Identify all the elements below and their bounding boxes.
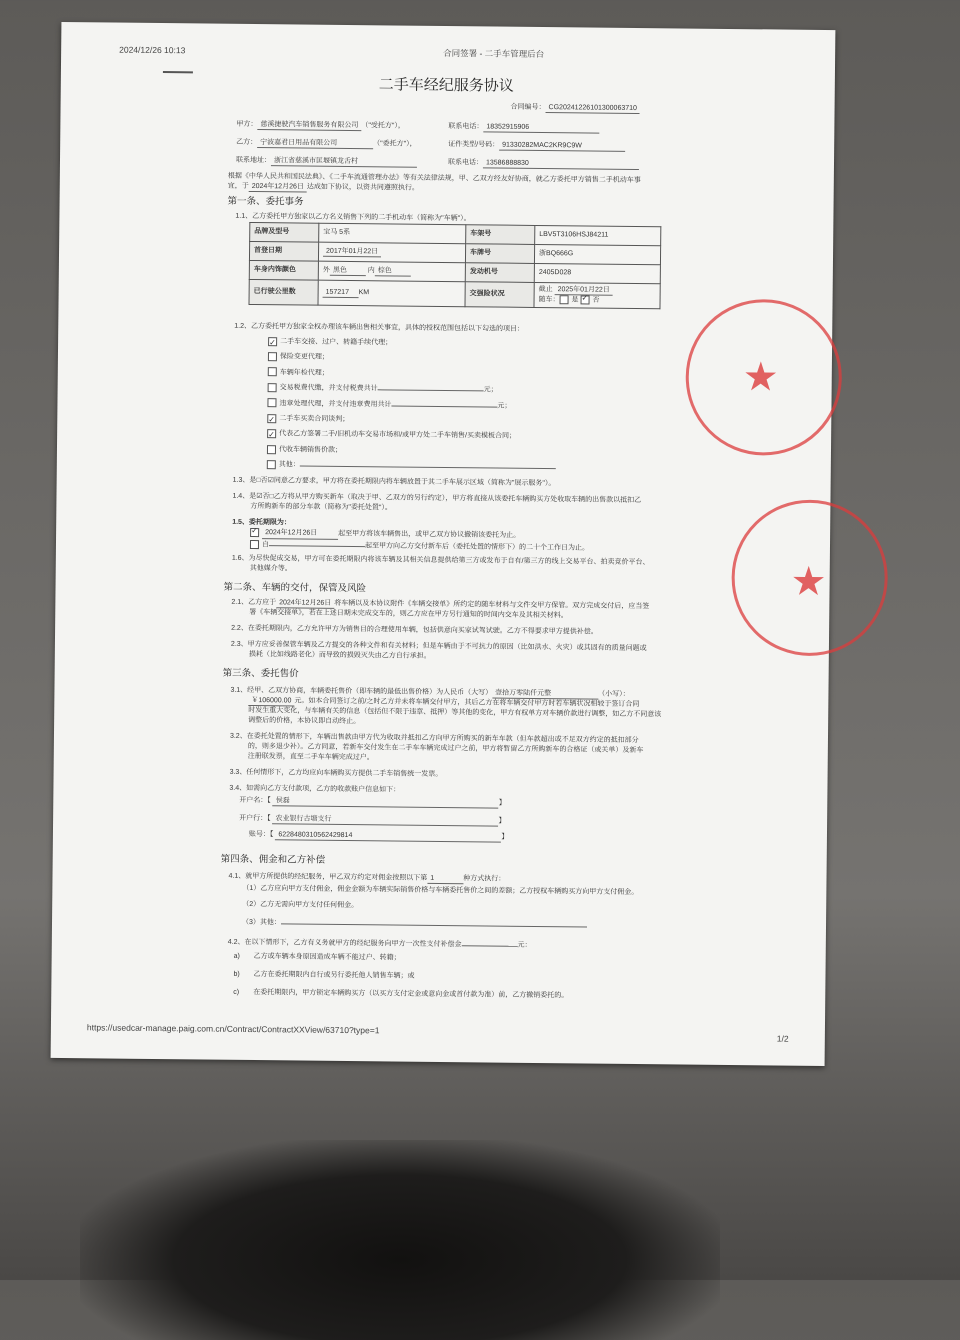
mileage-value: 157217	[323, 288, 359, 299]
ins-yes-label: 是	[571, 297, 579, 305]
print-datetime: 2024/12/26 10:13	[119, 44, 186, 56]
case-a-mark: a)	[233, 952, 240, 960]
compensation-blank	[462, 945, 518, 947]
clause-1-3: 1.3、是□否☑同意乙方要求，甲方将在委托期限内将车辆放置于其二手车展示区域（简称为"展示服务"）。	[232, 476, 556, 488]
yuan-suffix: 元；	[483, 386, 498, 394]
ins-no-checkbox	[580, 296, 589, 305]
mileage-cell	[318, 280, 465, 307]
clause-3-4: 3.4、如需向乙方支付款项，乙方的收款账户信息如下：	[229, 784, 401, 794]
contact-phone	[448, 158, 639, 170]
company-seal-2	[731, 499, 889, 657]
ins-yes-checkbox	[559, 296, 568, 305]
print-page-number: 1/2	[776, 1033, 789, 1044]
address-value: 浙江省慈溪市匡堰镇龙舌村	[271, 156, 417, 168]
color-cell	[318, 261, 465, 282]
clause-3-2-line-2: 的，则多退少补）。乙方同意，若新车交付发生在二手车车辆完成过户之前，甲方将暂留乙方所购新车的合格证（或关单）及新车	[247, 742, 644, 755]
term-b-checkbox	[250, 540, 259, 549]
reg-label: 首登日期	[249, 241, 318, 261]
seal-star-icon: ★	[790, 559, 827, 605]
option-checkbox	[267, 429, 276, 438]
party-a-label: 甲方：	[236, 120, 258, 129]
option-checkbox	[267, 414, 276, 423]
clause-1-4-line-2: 方所购新车的部分车款（简称为"委托处置"）。	[250, 502, 392, 512]
clause-1-6-line-2: 其他媒介等。	[249, 564, 292, 573]
authorization-options	[267, 334, 557, 476]
option-checkbox	[268, 352, 277, 361]
clause-1-6-line-1: 1.6、为尽快促成交易，甲方可在委托期限内将该车辆及其相关信息提供给第三方或发布于自有/第三方的线上交易平台、拍卖竞价平台、	[231, 554, 650, 567]
color-label: 车身内饰颜色	[249, 260, 318, 280]
account-name-label: 开户名：	[239, 796, 268, 805]
company-seal-1	[685, 299, 843, 457]
party-a-phone-label: 联系电话：	[448, 123, 484, 131]
term-a-checkbox	[250, 528, 259, 537]
option-label: 代收车辆销售价款；	[278, 446, 343, 454]
address	[236, 156, 417, 168]
clause-2-1-date: 2024年12月26日	[276, 598, 334, 609]
clause-3-2-line-3: 注册联发票，直至二手车车辆完成过户。	[247, 752, 374, 762]
reg-cell	[318, 242, 465, 263]
insurance-cell	[534, 282, 660, 309]
engine-value: 2405D028	[534, 263, 660, 283]
clause-2-1-text: 将车辆以及本协议附件《车辆交接单》所约定的随车材料与文件交甲方保管。双方完成交付后，应当签	[334, 599, 650, 611]
term-a-date: 2024年12月26日	[262, 528, 338, 539]
ins-until-value: 2025年01月22日	[555, 285, 613, 296]
party-b-id-value: 91330282MAC2KR9C9W	[499, 141, 625, 153]
party-b-name: 宁波嘉君日用品有限公司	[257, 138, 373, 150]
section-1-title: 第一条、委托事务	[227, 195, 304, 208]
option-label: 交易税费代缴，并支付税费共计	[279, 384, 378, 393]
term-b-date-blank	[269, 546, 365, 548]
brand-value: 宝马 5系	[319, 223, 466, 244]
commission-option-1: （1）乙方应向甲方支付佣金，佣金金额为车辆实际销售价格与车辆委托售价之间的差额；乙方授权车辆购买方向甲方支付佣金。	[242, 884, 639, 897]
option-checkbox	[267, 398, 276, 407]
clause-4-2-suffix: 元：	[517, 941, 532, 949]
section-2-title: 第二条、车辆的交付，保管及风险	[223, 581, 367, 595]
section-3-title: 第三条、委托售价	[222, 667, 299, 680]
option-label: 违章处理代理，并支付违章费用共计	[279, 399, 392, 409]
option-checkbox	[267, 445, 276, 454]
insurance-label: 交强险状况	[465, 282, 534, 308]
clause-3-1-text: 元。如本合同签订之前/之时乙方并未将车辆交付甲方，其后乙方在将车辆交付甲方时若车辆状况相较于签订合同	[294, 697, 640, 709]
engine-label: 发动机号	[465, 263, 534, 283]
contract-no-label: 合同编号：	[510, 103, 546, 112]
intro-line-2	[228, 182, 419, 194]
account-name: 开户名：【 侯磊 】	[239, 796, 506, 809]
clause-3-1-prefix: 3.1、经甲、乙双方协商，车辆委托售价（即车辆的最低出售价格）为人民币（大写）	[230, 686, 493, 697]
clause-3-1-line-3: 时发生重大变化，与车辆有关的信息（包括但不限于违章、抵押）等其他的变化，甲方有权单方对车辆价款进行调整，如乙方不同意该	[248, 706, 662, 719]
account-number-label: 账号：	[248, 830, 270, 839]
contract-page	[51, 22, 836, 1066]
option-checkbox	[268, 383, 277, 392]
doc-title: 二手车经纪服务协议	[378, 76, 514, 95]
party-a-phone-value: 18352915906	[483, 122, 599, 134]
color-out-value: 黑色	[330, 266, 366, 277]
clause-1-2: 1.2、乙方委托甲方独家全权办理该车辆出售相关事宜，具体的授权范围包括以下勾选的项目：	[234, 322, 525, 333]
case-c-text: 在委托期限内，甲方锁定车辆购买方（以买方支付定金或意向金或首付款为准）前，乙方撤销委托的。	[253, 989, 569, 1000]
option-label: 保险变更代理；	[279, 353, 329, 362]
party-a-name: 慈溪捷驶汽车销售服务有限公司	[257, 120, 361, 132]
account-bank: 开户行：【 农业银行古塘支行 】	[239, 814, 506, 827]
clause-4-1-prefix: 4.1、就甲方所提供的经纪服务，甲乙双方约定对佣金按照以下第	[228, 872, 428, 882]
clause-4-2-prefix: 4.2、在以下情形下，乙方有义务就甲方的经纪服务向甲方一次性支付补偿金	[227, 938, 462, 949]
case-a-text: 乙方或车辆本身原因造成车辆不能过户、转籍；	[253, 953, 401, 962]
case-c-mark: c)	[233, 988, 240, 996]
account-number: 账号：【 6228480310562429814 】	[249, 830, 509, 843]
commission-option-2: （2）乙方无需向甲方支付任何佣金。	[242, 900, 359, 910]
intro-date: 2024年12月26日	[249, 182, 307, 193]
price-upper: 壹拾万零陆仟元整	[492, 689, 598, 701]
commission-option-number: 1	[427, 874, 463, 885]
option-label: 其他：	[278, 461, 300, 469]
commission-option-3-label: （3）其他：	[241, 918, 281, 927]
party-a	[236, 120, 405, 132]
clause-1-4-line-1: 1.4、是☑否□乙方将从甲方购买新车（取决于甲、乙双方的另行约定），甲方将直接从该委托车辆购买方处收取车辆的出售款以抵扣乙	[232, 492, 642, 505]
price-amount: ￥106000.00	[248, 696, 294, 707]
commission-option-3	[242, 918, 587, 931]
party-b-id	[448, 140, 625, 152]
option-label: 代表乙方签署二手/旧机动车交易市场和/或甲方处二手车销售/买卖模板合同；	[279, 430, 517, 441]
plate-value: 浙BQ666G	[534, 244, 660, 264]
option-checkbox	[267, 460, 276, 469]
account-number-value: 6228480310562429814	[275, 830, 501, 843]
option-label: 车辆年检代理；	[279, 369, 329, 377]
other-blank	[300, 466, 556, 470]
term-a-text: 起至甲方将该车辆售出，或甲乙双方协议撤销该委托为止。	[338, 530, 521, 540]
insurance-with	[538, 295, 655, 306]
table-shadow	[80, 1140, 720, 1340]
party-a-phone	[448, 122, 599, 134]
party-b-id-label: 证件类型/号码：	[448, 141, 500, 149]
term-b-text: 起至甲方向乙方交付新车后（委托处置的情形下）的二十个工作日为止。	[364, 542, 589, 552]
section-4-title: 第四条、佣金和乙方补偿	[220, 853, 326, 866]
address-label: 联系地址：	[235, 156, 272, 165]
intro-line-1: 根据《中华人民共和国民法典》、《二手车流通管理办法》等有关法律法规，甲、乙双方经友好协商，就乙方委托甲方销售二手机动车事	[227, 172, 641, 185]
option-label: 二手车交接、过户、转籍手续代理；	[280, 338, 393, 347]
reg-value: 2017年01月22日	[323, 247, 381, 258]
yuan-suffix: 元；	[497, 402, 512, 410]
plate-label: 车牌号	[465, 244, 534, 264]
clause-1-5: 1.5、委托期限为：	[232, 518, 291, 527]
clause-2-2: 2.2、在委托期限内，乙方允许甲方为销售目的合理使用车辆，包括供意向买家试驾试驶。乙方不得要求甲方提供补偿。	[231, 624, 598, 636]
account-name-value: 侯磊	[273, 796, 499, 809]
clause-2-3-line-1: 2.3、甲方应妥善保管车辆及乙方提交的各种文件和有关材料；但是车辆由于不可抗力的原因（比如洪水、火灾）或其固有的质量问题或	[230, 640, 647, 653]
case-b-mark: b)	[233, 970, 240, 978]
intro-prefix: 宜，于	[227, 182, 249, 190]
tax-amount-blank	[378, 390, 484, 392]
page-dash	[163, 71, 193, 73]
term-b-prefix: 自	[261, 541, 270, 549]
party-b-label: 乙方：	[236, 138, 258, 147]
option-item	[267, 457, 556, 475]
vehicle-table	[248, 222, 661, 310]
option-label: 二手车买卖合同谈判；	[279, 415, 350, 424]
intro-suffix: 达成如下协议，以资共同遵照执行。	[306, 183, 419, 192]
violation-amount-blank	[391, 405, 497, 407]
clause-2-3-line-2: 损耗（比如线路老化）而导致的损毁灭失由乙方自行承担。	[248, 650, 431, 660]
clause-2-1-prefix: 2.1、乙方应于	[231, 598, 277, 607]
print-page-title: 合同签署 - 二手车管理后台	[443, 47, 545, 60]
clause-4-1	[228, 872, 505, 885]
seal-star-icon: ★	[742, 355, 779, 400]
party-b	[236, 138, 417, 150]
term-option-b	[250, 540, 589, 553]
contract-no	[511, 103, 640, 115]
account-bank-value: 农业银行古塘支行	[273, 814, 499, 827]
color-in-prefix: 内	[367, 266, 375, 275]
contact-phone-label: 联系电话：	[447, 159, 484, 167]
ins-with-prefix: 随车：	[538, 296, 560, 304]
compensation-case-b	[233, 970, 414, 981]
compensation-case-c	[233, 988, 568, 1001]
color-in-value: 棕色	[375, 266, 411, 277]
account-bank-label: 开户行：	[239, 814, 268, 823]
commission-other-blank	[281, 923, 587, 927]
contact-phone-value: 13586888830	[483, 158, 639, 170]
compensation-case-a	[234, 952, 401, 963]
ins-no-label: 否	[592, 297, 600, 305]
option-checkbox	[268, 337, 277, 346]
party-a-role: （"受托方"），	[361, 122, 405, 130]
clause-1-1: 1.1、乙方委托甲方独家以乙方名义销售下列的二手机动车（简称为"车辆"）。	[235, 212, 471, 223]
ins-until-prefix: 截止	[538, 285, 553, 294]
table-row	[249, 279, 660, 309]
case-b-text: 乙方在委托期限内自行或另行委托他人销售车辆；或	[253, 971, 415, 980]
brand-label: 品牌及型号	[250, 222, 319, 242]
clause-3-1-suffix: （小写）：	[598, 690, 630, 698]
clause-3-2-line-1: 3.2、在委托处置的情形下，车辆出售款由甲方代为收取并抵扣乙方向甲方所购买的新车车款（但车款超出或不足双方约定的抵扣部分	[229, 732, 639, 745]
clause-2-1-line-2: 署《车辆交接单》，若在上述日期未完成交车的，则乙方应在甲方另行通知的时间内交车及其相关材料。	[249, 608, 568, 620]
vin-label: 车架号	[466, 225, 535, 245]
clause-3-3: 3.3、任何情形下，乙方均应向车辆购买方提供二手车销售统一发票。	[229, 768, 443, 779]
clause-4-1-suffix: 种方式执行：	[463, 875, 506, 883]
mileage-label: 已行驶公里数	[249, 279, 318, 305]
print-url: https://usedcar-manage.paig.com.cn/Contract/ContractXXView/63710?type=1	[86, 1022, 380, 1036]
clause-3-1-line-4: 调整后的价格，本协议即自动终止。	[248, 716, 361, 726]
vin-value: LBV5T3106HSJ84211	[535, 225, 661, 245]
clause-4-2	[228, 938, 532, 951]
color-out-prefix: 外	[322, 266, 330, 274]
party-b-role: （"委托方"），	[373, 140, 417, 148]
mileage-unit: KM	[358, 288, 370, 297]
contract-no-value: CG20241226101300063710	[546, 103, 640, 114]
option-checkbox	[268, 368, 277, 377]
